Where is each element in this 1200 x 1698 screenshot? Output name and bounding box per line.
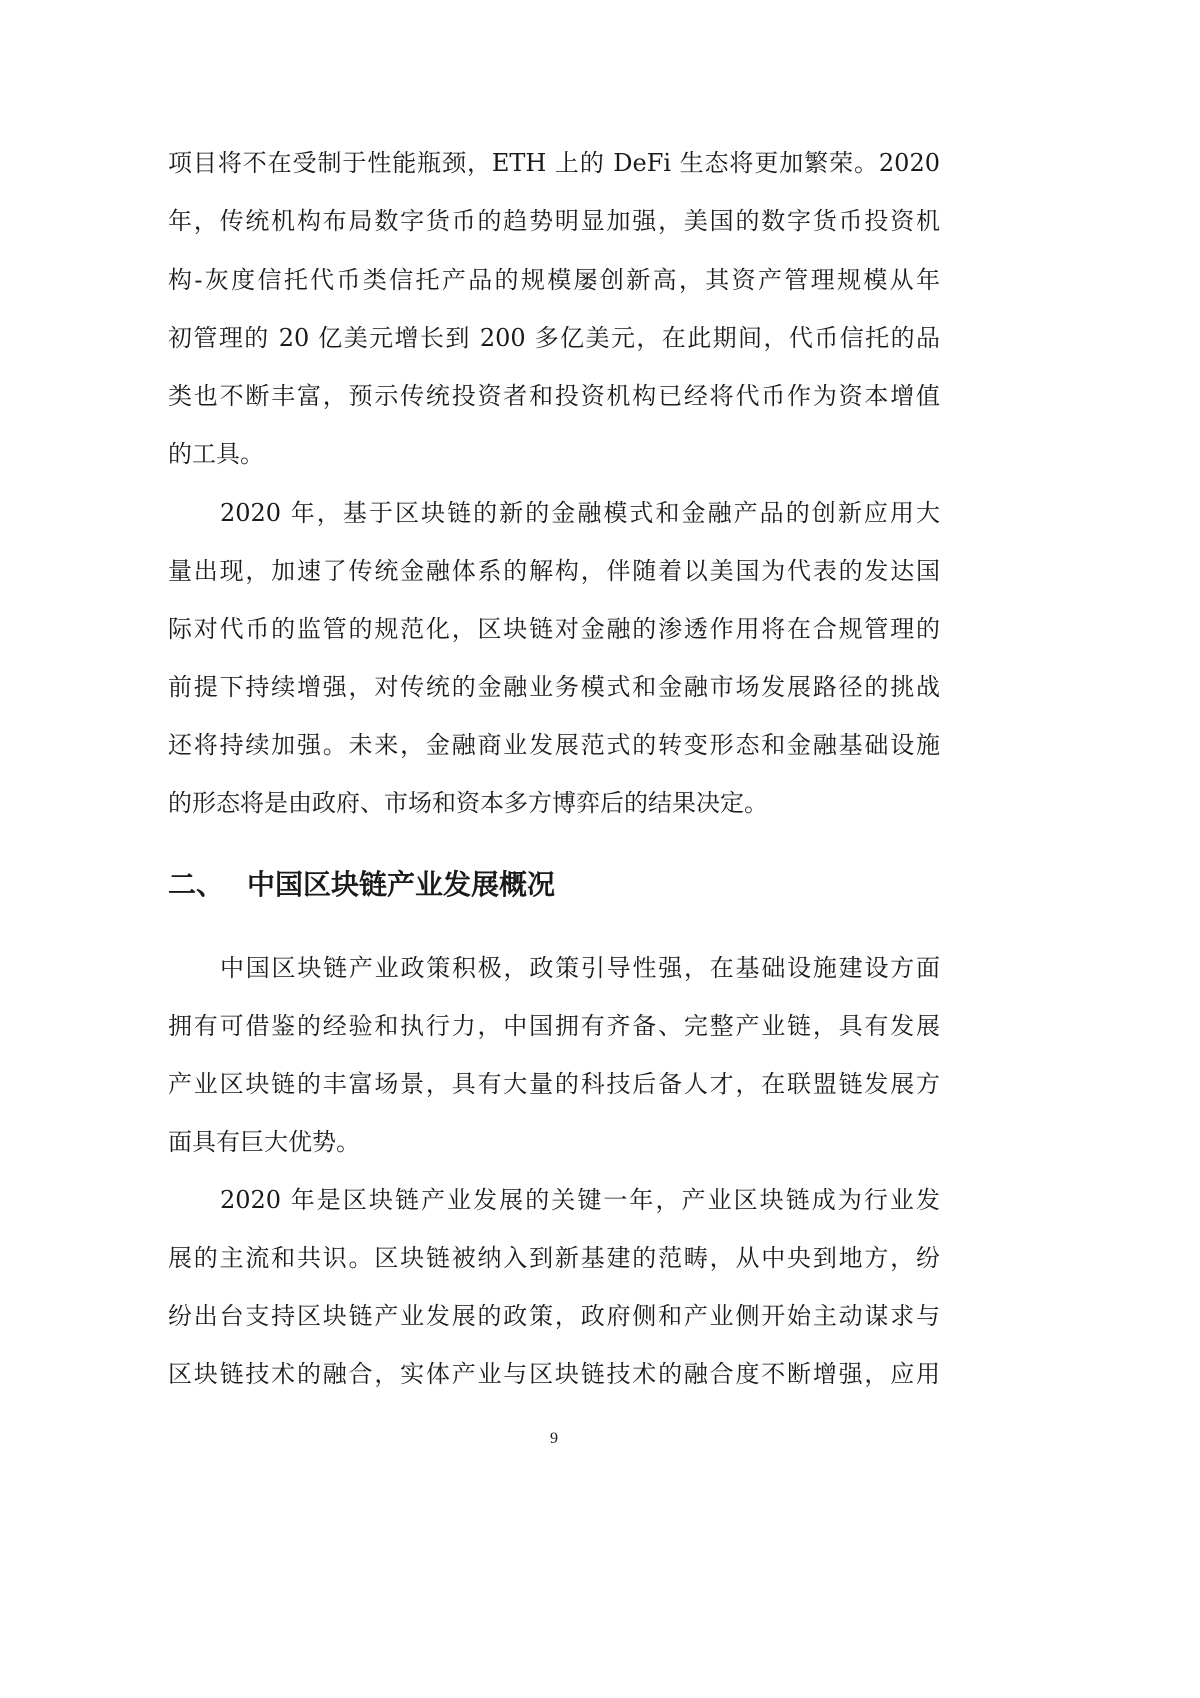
paragraph-1-line: 的工具。 [168,440,264,468]
paragraph-2-line: 前提下持续增强，对传统的金融业务模式和金融市场发展路径的挑战 [168,673,940,701]
paragraph-4-line: 区块链技术的融合，实体产业与区块链技术的融合度不断增强，应用 [168,1360,940,1388]
paragraph-2-line: 际对代币的监管的规范化，区块链对金融的渗透作用将在合规管理的 [168,615,940,643]
paragraph-2-line: 量出现，加速了传统金融体系的解构，伴随着以美国为代表的发达国 [168,557,940,585]
paragraph-2-line: 还将持续加强。未来，金融商业发展范式的转变形态和金融基础设施 [168,731,940,759]
paragraph-2-line: 2020 年，基于区块链的新的金融模式和金融产品的创新应用大 [220,499,940,527]
paragraph-4-line: 2020 年是区块链产业发展的关键一年，产业区块链成为行业发 [220,1186,940,1214]
paragraph-2-line: 的形态将是由政府、市场和资本多方博弈后的结果决定。 [168,789,768,817]
page-number: 9 [550,1430,558,1447]
section-number: 二、 [168,868,225,901]
paragraph-1-line: 构-灰度信托代币类信托产品的规模屡创新高，其资产管理规模从年 [168,266,940,294]
paragraph-3-line: 拥有可借鉴的经验和执行力，中国拥有齐备、完整产业链，具有发展 [168,1012,940,1040]
paragraph-1-line: 初管理的 20 亿美元增长到 200 多亿美元，在此期间，代币信托的品 [168,324,940,352]
section-title: 中国区块链产业发展概况 [247,868,556,901]
paragraph-3-line: 面具有巨大优势。 [168,1128,360,1156]
paragraph-1-line: 类也不断丰富，预示传统投资者和投资机构已经将代币作为资本增值 [168,382,940,410]
paragraph-3-line: 产业区块链的丰富场景，具有大量的科技后备人才，在联盟链发展方 [168,1070,940,1098]
paragraph-4-line: 展的主流和共识。区块链被纳入到新基建的范畴，从中央到地方，纷 [168,1244,940,1272]
paragraph-1-line: 项目将不在受制于性能瓶颈，ETH 上的 DeFi 生态将更加繁荣。2020 [168,149,940,177]
paragraph-1-line: 年，传统机构布局数字货币的趋势明显加强，美国的数字货币投资机 [168,207,940,235]
paragraph-3-line: 中国区块链产业政策积极，政策引导性强，在基础设施建设方面 [220,954,940,982]
paragraph-4-line: 纷出台支持区块链产业发展的政策，政府侧和产业侧开始主动谋求与 [168,1302,940,1330]
